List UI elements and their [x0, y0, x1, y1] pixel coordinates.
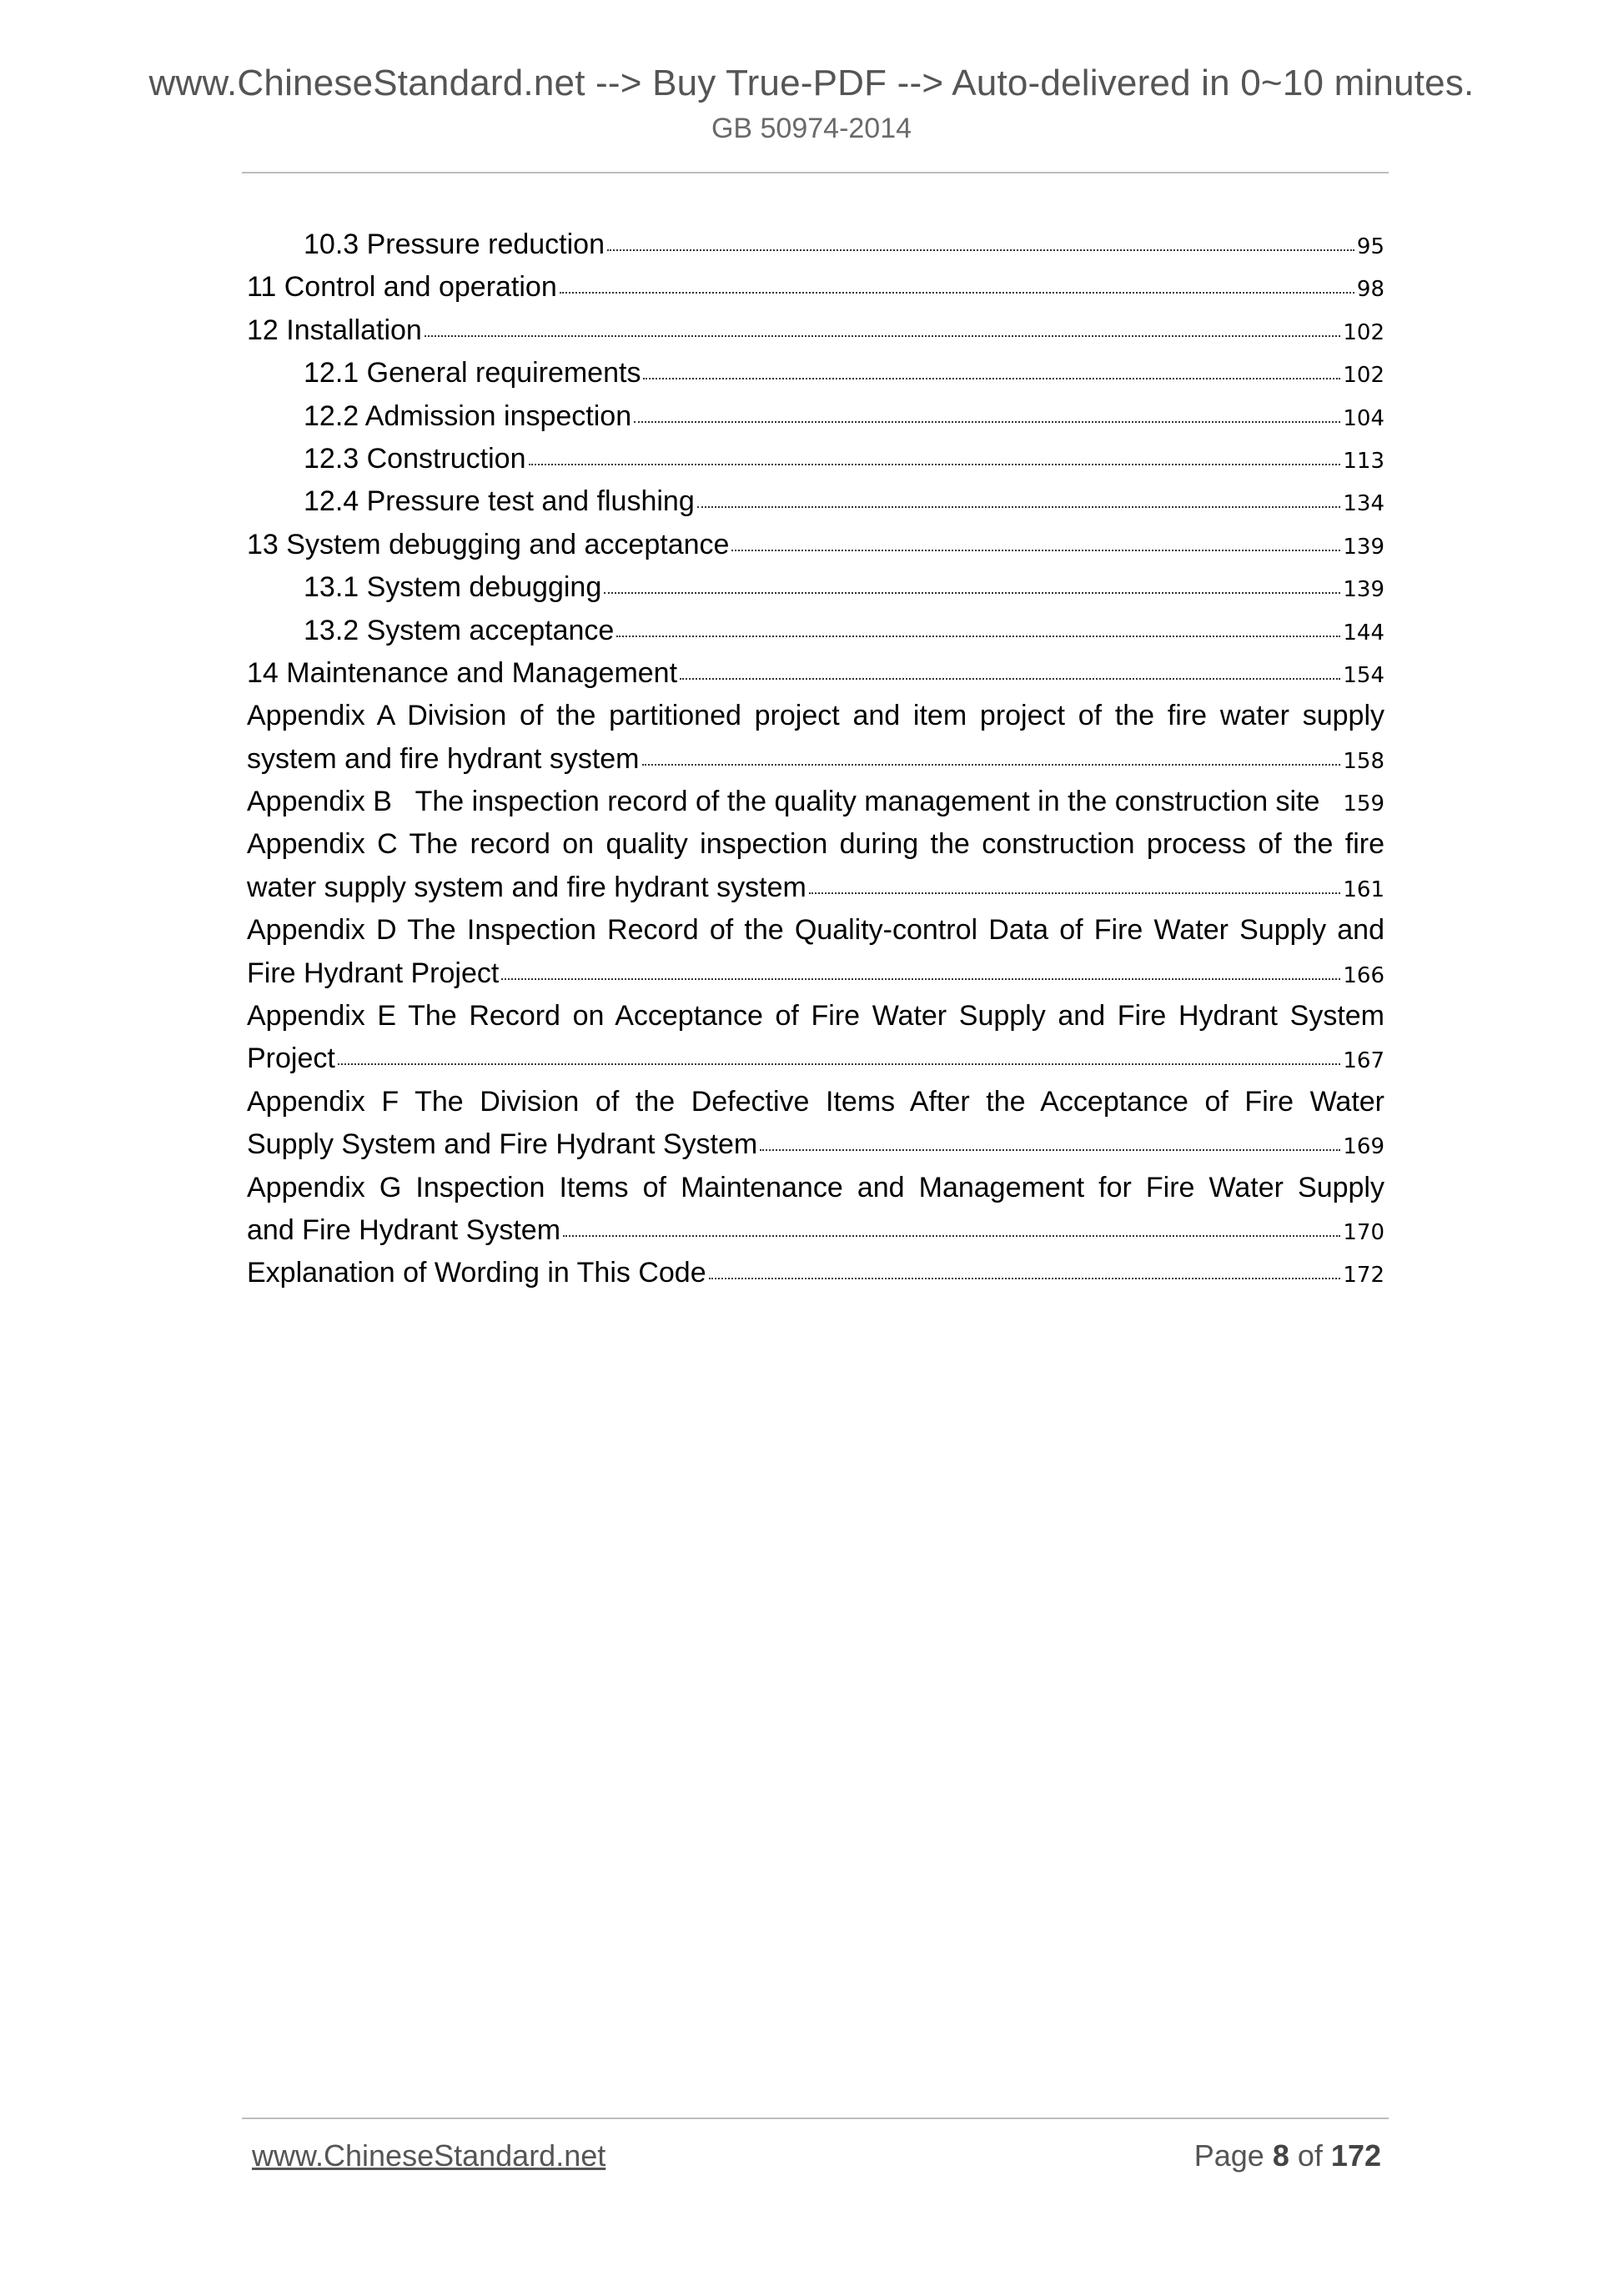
- page-of: of: [1297, 2138, 1323, 2173]
- toc-entry[interactable]: [247, 867, 1384, 909]
- toc-entry-first-line[interactable]: Appendix G Inspection Items of Maintenance and Management for Fire Water Supply: [247, 1171, 1384, 1203]
- toc-entry-title: 12.4 Pressure test and flushing: [304, 485, 695, 518]
- toc-entry-title: 13.1 System debugging: [304, 571, 602, 604]
- toc-entry-page: 102: [1343, 363, 1384, 389]
- toc-entry[interactable]: [247, 1252, 1384, 1294]
- toc-entry[interactable]: [247, 352, 1384, 394]
- toc-entry-title: 11 Control and operation: [247, 271, 557, 304]
- page-prefix: Page: [1193, 2138, 1264, 2173]
- toc-entry[interactable]: [247, 952, 1384, 995]
- page-total: 172: [1330, 2138, 1381, 2173]
- toc-entry-page: 167: [1343, 1048, 1384, 1074]
- toc-dot-leader: [529, 464, 1341, 465]
- page-header: [0, 60, 1623, 148]
- toc-dot-leader: [338, 1063, 1341, 1065]
- toc-dot-leader: [604, 592, 1340, 594]
- toc-entry-first-line[interactable]: Appendix C The record on quality inspection during the construction process of the fire: [247, 828, 1384, 861]
- toc-entry-title: Project: [247, 1042, 335, 1075]
- toc-entry-page: 95: [1356, 234, 1384, 259]
- toc-entry-title: Appendix B The inspection record of the quality management in the construction site: [247, 786, 1320, 818]
- toc-dot-leader: [643, 378, 1340, 379]
- toc-entry-title: 12.1 General requirements: [304, 357, 641, 389]
- toc-entry-page: 170: [1343, 1219, 1384, 1245]
- toc-entry-page: 166: [1343, 962, 1384, 988]
- toc-entry-page: 159: [1343, 791, 1384, 817]
- toc-entry[interactable]: [247, 1037, 1384, 1080]
- toc-entry-page: 158: [1343, 748, 1384, 774]
- toc-entry[interactable]: [247, 1123, 1384, 1166]
- page-number: [1194, 2135, 1381, 2177]
- toc-entry[interactable]: [247, 1209, 1384, 1252]
- toc-entry-title: 12 Installation: [247, 314, 422, 346]
- toc-entry[interactable]: [247, 266, 1384, 309]
- toc-dot-leader: [607, 249, 1354, 251]
- toc-entry[interactable]: [247, 566, 1384, 609]
- toc-entry[interactable]: [247, 309, 1384, 352]
- toc-entry-title: Supply System and Fire Hydrant System: [247, 1128, 758, 1161]
- toc-entry-page: 102: [1343, 319, 1384, 345]
- toc-entry-page: 172: [1343, 1263, 1384, 1289]
- toc-entry-page: 113: [1343, 448, 1384, 474]
- toc-entry[interactable]: [247, 524, 1384, 566]
- page-current: 8: [1272, 2138, 1289, 2173]
- toc-entry-title: 10.3 Pressure reduction: [304, 229, 605, 260]
- toc-entry-title: 12.2 Admission inspection: [304, 399, 632, 432]
- toc-entry-page: 134: [1343, 491, 1384, 517]
- toc-entry-title: water supply system and fire hydrant system: [247, 871, 806, 903]
- toc-entry-first-line[interactable]: Appendix A Division of the partitioned project and item project of the fire water supply: [247, 700, 1384, 732]
- header-divider: [242, 172, 1389, 173]
- toc-entry-page: 139: [1343, 577, 1384, 603]
- toc-entry[interactable]: [247, 395, 1384, 438]
- toc-entry-title: 13 System debugging and acceptance: [247, 528, 730, 560]
- toc-entry-page: 154: [1343, 662, 1384, 688]
- toc-entry[interactable]: [247, 224, 1384, 266]
- toc-entry-title: Explanation of Wording in This Code: [247, 1257, 706, 1289]
- toc-entry-first-line[interactable]: Appendix F The Division of the Defective Items After the Acceptance of Fire Water: [247, 1085, 1384, 1118]
- toc-entry[interactable]: [247, 781, 1384, 823]
- toc-entry-title: 13.2 System acceptance: [304, 614, 615, 646]
- footer-website-link[interactable]: www.ChineseStandard.net: [252, 2138, 606, 2173]
- header-banner: www.ChineseStandard.net --> Buy True-PDF --> Auto-delivered in 0~10 minutes.: [148, 63, 1475, 103]
- toc-entry-title: 14 Maintenance and Management: [247, 656, 678, 689]
- toc-entry[interactable]: [247, 738, 1384, 781]
- table-of-contents: [247, 224, 1384, 1295]
- toc-dot-leader: [642, 764, 1341, 766]
- toc-entry-page: 169: [1343, 1134, 1384, 1160]
- toc-dot-leader: [680, 678, 1340, 680]
- toc-dot-leader: [425, 335, 1341, 337]
- toc-entry-page: 104: [1343, 405, 1384, 431]
- toc-dot-leader: [501, 978, 1340, 980]
- toc-entry-title: 12.3 Construction: [304, 442, 526, 475]
- toc-entry[interactable]: [247, 438, 1384, 480]
- toc-entry-page: 161: [1343, 877, 1384, 902]
- toc-dot-leader: [709, 1278, 1341, 1279]
- toc-entry[interactable]: [247, 480, 1384, 523]
- toc-entry-first-line[interactable]: Appendix E The Record on Acceptance of Fire Water Supply and Fire Hydrant System: [247, 1000, 1384, 1032]
- toc-entry-title: and Fire Hydrant System: [247, 1213, 561, 1246]
- toc-dot-leader: [760, 1149, 1340, 1151]
- footer-divider: [242, 2118, 1389, 2119]
- toc-dot-leader: [809, 892, 1341, 894]
- toc-entry-page: 144: [1343, 620, 1384, 646]
- toc-entry-page: 139: [1343, 534, 1384, 560]
- toc-dot-leader: [697, 506, 1341, 508]
- toc-dot-leader: [563, 1235, 1340, 1237]
- standard-number: GB 50974-2014: [711, 113, 912, 144]
- toc-dot-leader: [616, 636, 1340, 637]
- toc-entry[interactable]: [247, 610, 1384, 652]
- toc-dot-leader: [634, 421, 1340, 423]
- toc-entry[interactable]: [247, 652, 1384, 695]
- toc-dot-leader: [731, 550, 1340, 551]
- toc-entry-title: Fire Hydrant Project: [247, 957, 500, 989]
- toc-entry-page: 98: [1356, 277, 1384, 303]
- toc-entry-title: system and fire hydrant system: [247, 742, 640, 775]
- toc-dot-leader: [560, 292, 1354, 294]
- toc-entry-first-line[interactable]: Appendix D The Inspection Record of the Quality-control Data of Fire Water Supply and: [247, 914, 1384, 947]
